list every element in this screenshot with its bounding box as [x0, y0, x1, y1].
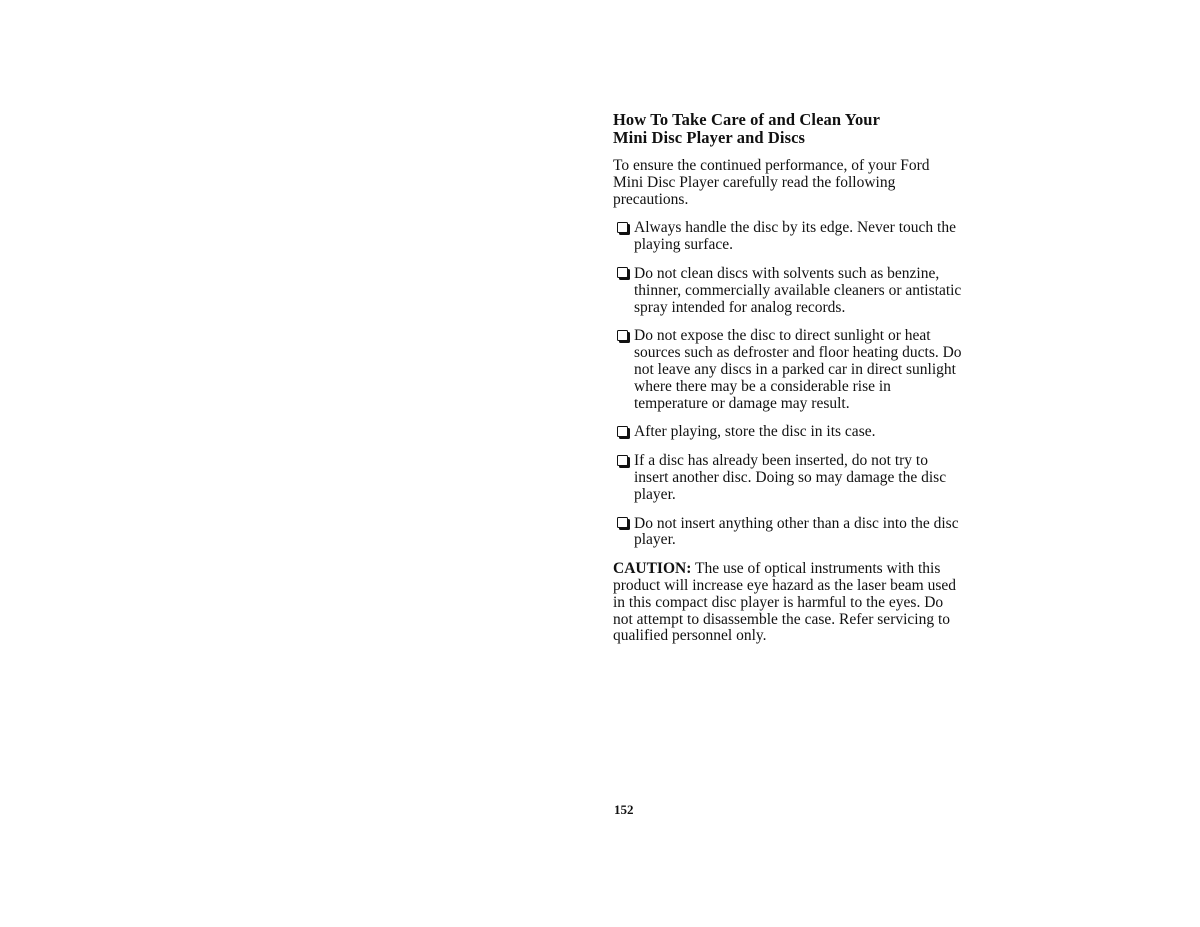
checkbox-bullet-icon [617, 222, 628, 233]
checkbox-bullet-icon [617, 426, 628, 437]
list-item [613, 220, 963, 254]
precaution-text: Do not expose the disc to direct sunlight or heat sources such as defroster and floor heating ducts. Do not leave any discs in a parked car in direct sunlight where there may be a considerable rise in temperature or damage may result. [634, 327, 962, 412]
title-line-2: Mini Disc Player and Discs [613, 127, 806, 147]
checkbox-bullet-icon [617, 330, 628, 341]
precaution-text: After playing, store the disc in its case. [634, 423, 876, 441]
intro-paragraph: To ensure the continued performance, of your Ford Mini Disc Player carefully read the following precautions. [613, 157, 930, 208]
list-item [613, 453, 963, 503]
caution-text: The use of optical instruments with this product will increase eye hazard as the laser beam used in this compact disc player is harmful to the eyes. Do not attempt to disassemble the case. Refer servicing to qualified personnel only. [613, 560, 956, 645]
caution-label: CAUTION: [613, 560, 692, 578]
page-title [613, 111, 963, 146]
precaution-text: If a disc has already been inserted, do not try to insert another disc. Doing so may damage the disc player. [634, 452, 947, 503]
caution-paragraph [613, 561, 963, 645]
list-item [613, 516, 963, 550]
manual-page [613, 111, 963, 645]
page-number: 152 [614, 802, 634, 817]
list-item [613, 266, 963, 316]
precaution-text: Do not insert anything other than a disc into the disc player. [634, 514, 959, 549]
precautions-list [613, 220, 963, 549]
checkbox-bullet-icon [617, 517, 628, 528]
checkbox-bullet-icon [617, 455, 628, 466]
list-item [613, 424, 963, 441]
precaution-text: Always handle the disc by its edge. Never touch the playing surface. [634, 219, 956, 254]
title-line-1: How To Take Care of and Clean Your [613, 110, 880, 129]
precaution-text: Do not clean discs with solvents such as benzine, thinner, commercially available cleaners or antistatic spray intended for analog records. [634, 264, 962, 316]
list-item [613, 328, 963, 412]
checkbox-bullet-icon [617, 267, 628, 278]
